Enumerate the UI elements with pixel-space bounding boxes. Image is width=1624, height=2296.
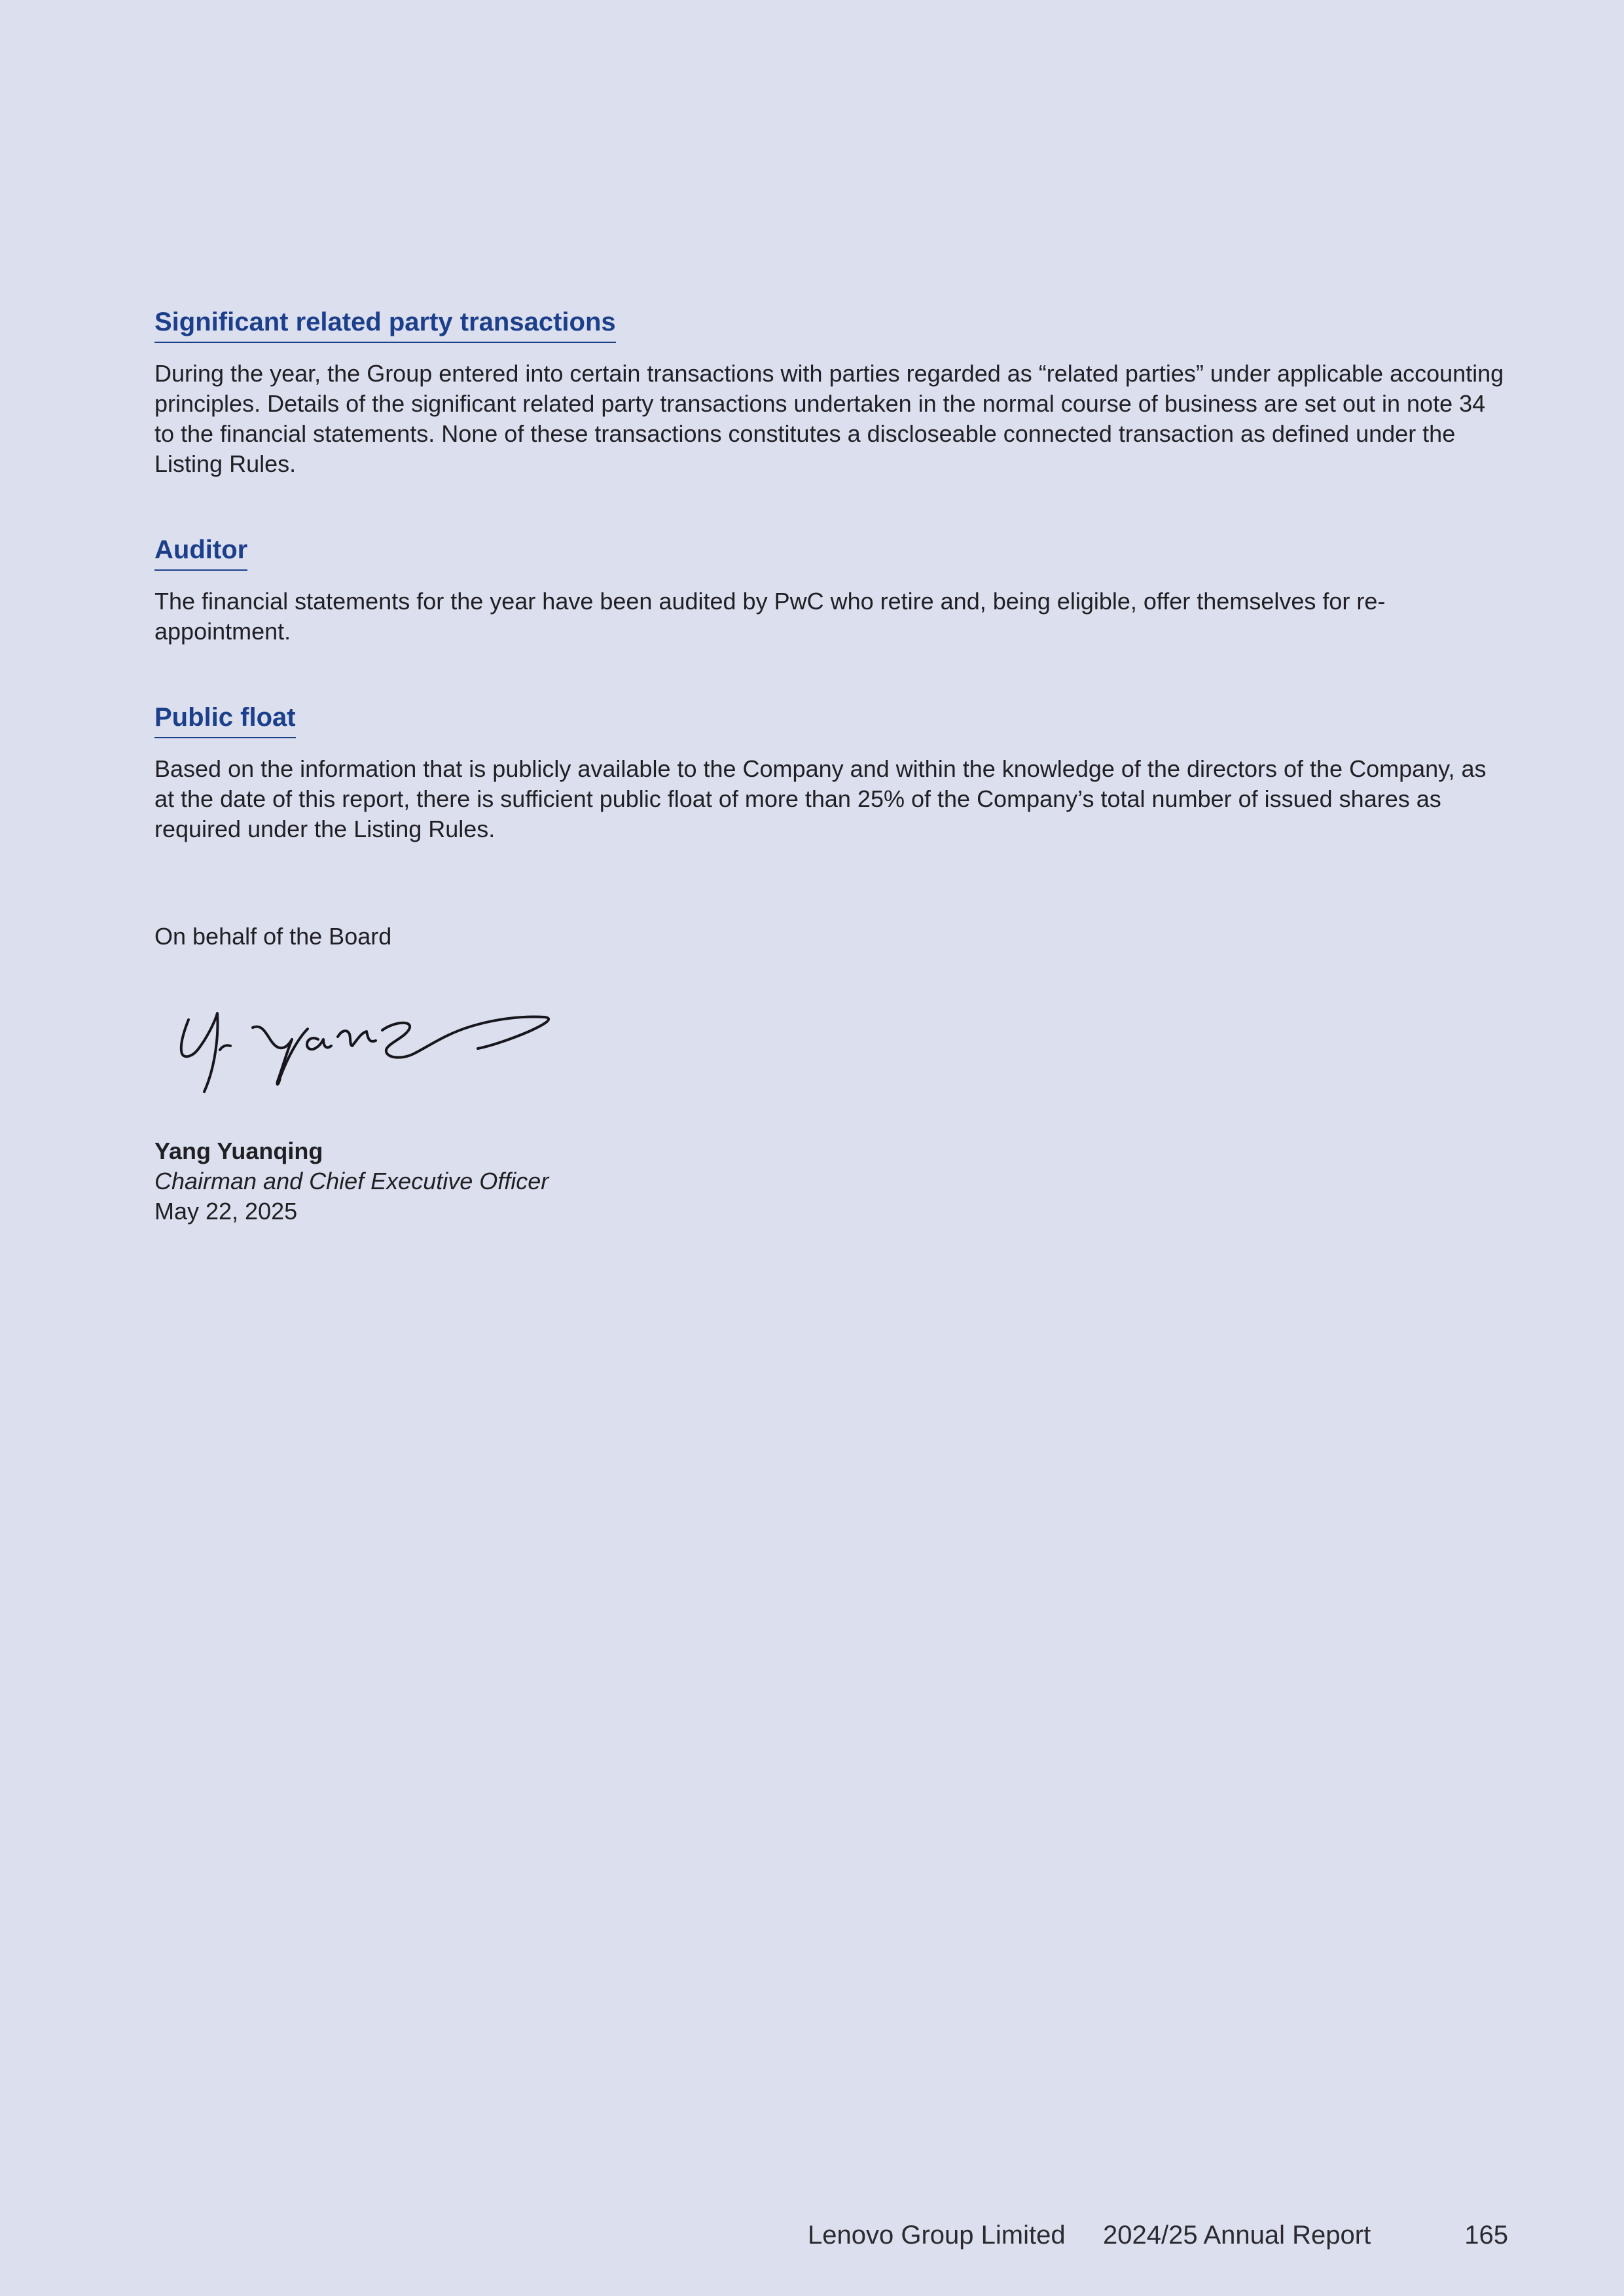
footer-report-title: 2024/25 Annual Report	[1103, 2221, 1371, 2250]
signer-title: Chairman and Chief Executive Officer	[154, 1168, 549, 1194]
section-auditor	[154, 533, 1507, 647]
section-heading: Auditor	[154, 533, 247, 571]
section-heading: Significant related party transactions	[154, 305, 616, 343]
on-behalf-of-board: On behalf of the Board	[154, 923, 392, 950]
signer-name: Yang Yuanqing	[154, 1138, 323, 1164]
signing-date: May 22, 2025	[154, 1198, 298, 1225]
footer-company: Lenovo Group Limited	[808, 2221, 1066, 2250]
section-public-float	[154, 700, 1507, 844]
page-footer	[808, 2219, 1508, 2251]
section-heading: Public float	[154, 700, 296, 738]
signer-block	[154, 1136, 1507, 1227]
handwritten-signature	[170, 994, 628, 1111]
page-content	[154, 305, 1507, 1227]
page-number: 165	[1464, 2221, 1508, 2250]
section-body: Based on the information that is publicly available to the Company and within the knowledge of the directors of the Company, as at the date of this report, there is sufficient public float of more than 25% of the Company’s total number of issued shares as required under the Listing Rules.	[154, 755, 1487, 842]
section-body: The financial statements for the year have been audited by PwC who retire and, being eligible, offer themselves for re-appointment.	[154, 588, 1386, 645]
section-body: During the year, the Group entered into certain transactions with parties regarded as “related parties” under applicable accounting principles. Details of the significant related party transactions undertaken in the normal course of business are set out in note 34 to the financial statements. None of these transactions constitutes a discloseable connected transaction as defined under the Listing Rules.	[154, 360, 1504, 477]
section-related-party	[154, 305, 1507, 479]
